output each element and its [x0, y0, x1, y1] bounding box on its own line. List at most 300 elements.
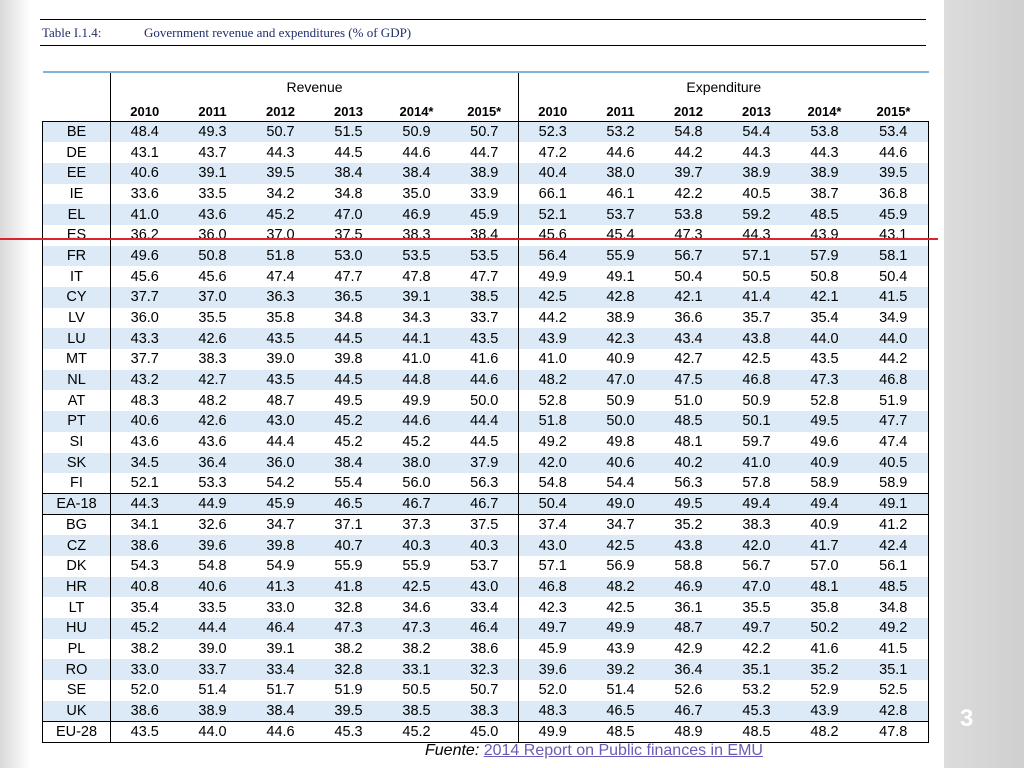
revenue-cell: 38.5 [451, 287, 519, 308]
revenue-cell: 40.3 [451, 535, 519, 556]
revenue-cell: 41.0 [111, 204, 179, 225]
expenditure-cell: 49.9 [519, 721, 587, 742]
expenditure-cell: 35.5 [723, 597, 791, 618]
revenue-cell: 50.5 [383, 680, 451, 701]
expenditure-cell: 43.9 [791, 225, 859, 246]
expenditure-cell: 37.4 [519, 515, 587, 536]
expenditure-cell: 44.2 [859, 349, 929, 370]
expenditure-cell: 40.5 [723, 184, 791, 205]
revenue-cell: 37.0 [179, 287, 247, 308]
expenditure-cell: 34.7 [587, 515, 655, 536]
table-row [43, 370, 929, 391]
revenue-cell: 39.5 [247, 163, 315, 184]
revenue-cell: 50.7 [247, 122, 315, 143]
expenditure-cell: 48.2 [519, 370, 587, 391]
caption-bottom-rule [40, 45, 926, 46]
expenditure-cell: 39.2 [587, 659, 655, 680]
expenditure-cell: 41.5 [859, 639, 929, 660]
country-cell: EU-28 [43, 721, 111, 742]
table-row [43, 597, 929, 618]
revenue-cell: 47.8 [383, 266, 451, 287]
revenue-cell: 43.5 [451, 328, 519, 349]
expenditure-cell: 57.9 [791, 246, 859, 267]
expenditure-cell: 48.2 [587, 577, 655, 598]
country-cell: SI [43, 432, 111, 453]
revenue-cell: 51.9 [315, 680, 383, 701]
revenue-cell: 50.7 [451, 680, 519, 701]
revenue-cell: 33.4 [451, 597, 519, 618]
country-cell: CZ [43, 535, 111, 556]
revenue-cell: 48.4 [111, 122, 179, 143]
expenditure-cell: 46.7 [655, 701, 723, 722]
fiscal-table [42, 71, 929, 743]
expenditure-cell: 42.7 [655, 349, 723, 370]
revenue-cell: 44.0 [179, 721, 247, 742]
slide-page-number: 3 [960, 705, 974, 732]
expenditure-cell: 39.5 [859, 163, 929, 184]
revenue-cell: 38.4 [451, 225, 519, 246]
revenue-cell: 34.7 [247, 515, 315, 536]
expenditure-cell: 38.3 [723, 515, 791, 536]
revenue-cell: 34.1 [111, 515, 179, 536]
expenditure-cell: 40.9 [587, 349, 655, 370]
revenue-cell: 38.6 [111, 701, 179, 722]
revenue-cell: 50.0 [451, 390, 519, 411]
revenue-year-header: 2010 [111, 101, 179, 122]
revenue-cell: 42.6 [179, 328, 247, 349]
revenue-cell: 44.4 [179, 618, 247, 639]
revenue-cell: 44.6 [247, 721, 315, 742]
table-row [43, 328, 929, 349]
revenue-cell: 45.2 [247, 204, 315, 225]
expenditure-cell: 35.2 [655, 515, 723, 536]
revenue-year-header: 2013 [315, 101, 383, 122]
revenue-cell: 48.2 [179, 390, 247, 411]
expenditure-cell: 58.8 [655, 556, 723, 577]
table-row [43, 142, 929, 163]
expenditure-cell: 54.8 [519, 473, 587, 494]
revenue-cell: 46.4 [247, 618, 315, 639]
expenditure-cell: 40.9 [791, 515, 859, 536]
revenue-year-header: 2015* [451, 101, 519, 122]
expenditure-cell: 46.8 [723, 370, 791, 391]
expenditure-cell: 43.8 [723, 328, 791, 349]
expenditure-year-header: 2013 [723, 101, 791, 122]
expenditure-cell: 56.1 [859, 556, 929, 577]
revenue-year-header: 2012 [247, 101, 315, 122]
revenue-cell: 39.0 [179, 639, 247, 660]
table-row [43, 411, 929, 432]
revenue-cell: 39.1 [383, 287, 451, 308]
expenditure-cell: 46.9 [655, 577, 723, 598]
expenditure-cell: 48.3 [519, 701, 587, 722]
expenditure-cell: 50.4 [859, 266, 929, 287]
revenue-cell: 43.7 [179, 142, 247, 163]
expenditure-cell: 57.0 [791, 556, 859, 577]
revenue-cell: 43.6 [179, 432, 247, 453]
revenue-cell: 33.6 [111, 184, 179, 205]
revenue-cell: 33.1 [383, 659, 451, 680]
revenue-cell: 33.5 [179, 597, 247, 618]
expenditure-cell: 49.4 [723, 494, 791, 515]
revenue-cell: 34.5 [111, 453, 179, 474]
revenue-cell: 38.4 [315, 163, 383, 184]
revenue-cell: 38.5 [383, 701, 451, 722]
country-cell: IE [43, 184, 111, 205]
table-row [43, 204, 929, 225]
expenditure-cell: 48.2 [791, 721, 859, 742]
revenue-cell: 33.5 [179, 184, 247, 205]
revenue-cell: 44.4 [247, 432, 315, 453]
expenditure-year-header: 2015* [859, 101, 929, 122]
table-number: Table I.1.4: [42, 25, 102, 40]
expenditure-cell: 49.2 [519, 432, 587, 453]
expenditure-cell: 58.9 [791, 473, 859, 494]
revenue-cell: 36.4 [179, 453, 247, 474]
expenditure-cell: 47.3 [791, 370, 859, 391]
expenditure-cell: 52.8 [791, 390, 859, 411]
country-cell: SE [43, 680, 111, 701]
expenditure-cell: 49.1 [859, 494, 929, 515]
revenue-cell: 38.3 [451, 701, 519, 722]
expenditure-cell: 44.3 [723, 142, 791, 163]
expenditure-cell: 36.1 [655, 597, 723, 618]
revenue-cell: 51.7 [247, 680, 315, 701]
table-row [43, 618, 929, 639]
revenue-year-header: 2014* [383, 101, 451, 122]
expenditure-cell: 34.9 [859, 308, 929, 329]
revenue-cell: 32.8 [315, 659, 383, 680]
expenditure-cell: 56.7 [655, 246, 723, 267]
table-row [43, 287, 929, 308]
table-row [43, 535, 929, 556]
expenditure-cell: 36.8 [859, 184, 929, 205]
expenditure-cell: 49.2 [859, 618, 929, 639]
expenditure-cell: 38.9 [587, 308, 655, 329]
expenditure-cell: 48.5 [723, 721, 791, 742]
revenue-cell: 38.2 [111, 639, 179, 660]
expenditure-cell: 40.6 [587, 453, 655, 474]
expenditure-cell: 50.5 [723, 266, 791, 287]
expenditure-cell: 49.1 [587, 266, 655, 287]
revenue-cell: 40.6 [111, 163, 179, 184]
revenue-cell: 53.0 [315, 246, 383, 267]
expenditure-cell: 40.4 [519, 163, 587, 184]
revenue-cell: 44.6 [451, 370, 519, 391]
expenditure-cell: 38.9 [723, 163, 791, 184]
expenditure-cell: 49.7 [519, 618, 587, 639]
expenditure-cell: 48.5 [791, 204, 859, 225]
expenditure-cell: 49.6 [791, 432, 859, 453]
revenue-cell: 47.4 [247, 266, 315, 287]
revenue-cell: 45.2 [383, 721, 451, 742]
revenue-cell: 36.3 [247, 287, 315, 308]
expenditure-cell: 59.7 [723, 432, 791, 453]
revenue-cell: 47.3 [315, 618, 383, 639]
revenue-cell: 42.6 [179, 411, 247, 432]
highlight-divider-line [0, 238, 938, 240]
revenue-cell: 38.4 [247, 701, 315, 722]
revenue-cell: 44.5 [451, 432, 519, 453]
revenue-cell: 36.0 [179, 225, 247, 246]
country-cell: DK [43, 556, 111, 577]
revenue-cell: 53.3 [179, 473, 247, 494]
table-row [43, 453, 929, 474]
expenditure-cell: 56.9 [587, 556, 655, 577]
expenditure-cell: 42.5 [519, 287, 587, 308]
table-row [43, 432, 929, 453]
revenue-cell: 48.7 [247, 390, 315, 411]
expenditure-cell: 53.2 [723, 680, 791, 701]
revenue-cell: 53.5 [451, 246, 519, 267]
revenue-cell: 50.8 [179, 246, 247, 267]
year-header-row [43, 101, 929, 122]
expenditure-cell: 45.9 [859, 204, 929, 225]
country-cell: FI [43, 473, 111, 494]
revenue-cell: 54.8 [179, 556, 247, 577]
expenditure-year-header: 2014* [791, 101, 859, 122]
expenditure-cell: 35.1 [859, 659, 929, 680]
expenditure-cell: 66.1 [519, 184, 587, 205]
revenue-cell: 47.7 [315, 266, 383, 287]
expenditure-cell: 43.0 [519, 535, 587, 556]
revenue-cell: 33.4 [247, 659, 315, 680]
expenditure-cell: 52.0 [519, 680, 587, 701]
revenue-cell: 41.6 [451, 349, 519, 370]
document-page [30, 0, 944, 768]
table-row [43, 639, 929, 660]
country-cell: HR [43, 577, 111, 598]
table-row [43, 122, 929, 143]
expenditure-cell: 47.2 [519, 142, 587, 163]
revenue-cell: 33.0 [111, 659, 179, 680]
expenditure-cell: 51.8 [519, 411, 587, 432]
expenditure-cell: 50.0 [587, 411, 655, 432]
expenditure-cell: 52.9 [791, 680, 859, 701]
expenditure-cell: 50.4 [655, 266, 723, 287]
revenue-cell: 49.9 [383, 390, 451, 411]
revenue-cell: 38.3 [383, 225, 451, 246]
expenditure-cell: 49.8 [587, 432, 655, 453]
revenue-cell: 43.6 [179, 204, 247, 225]
year-corner-cell [43, 101, 111, 122]
country-cell: AT [43, 390, 111, 411]
revenue-cell: 33.0 [247, 597, 315, 618]
revenue-cell: 43.1 [111, 142, 179, 163]
expenditure-cell: 46.1 [587, 184, 655, 205]
expenditure-cell: 48.1 [655, 432, 723, 453]
revenue-cell: 39.8 [247, 535, 315, 556]
revenue-cell: 37.7 [111, 287, 179, 308]
revenue-cell: 45.2 [383, 432, 451, 453]
expenditure-cell: 52.8 [519, 390, 587, 411]
revenue-cell: 34.6 [383, 597, 451, 618]
expenditure-cell: 49.9 [519, 266, 587, 287]
revenue-cell: 35.8 [247, 308, 315, 329]
revenue-cell: 51.4 [179, 680, 247, 701]
revenue-cell: 44.7 [451, 142, 519, 163]
table-row [43, 494, 929, 515]
country-cell: LU [43, 328, 111, 349]
revenue-cell: 47.3 [383, 618, 451, 639]
table-row [43, 701, 929, 722]
expenditure-cell: 47.8 [859, 721, 929, 742]
expenditure-cell: 35.7 [723, 308, 791, 329]
revenue-cell: 45.2 [315, 411, 383, 432]
expenditure-cell: 48.7 [655, 618, 723, 639]
expenditure-cell: 47.5 [655, 370, 723, 391]
revenue-cell: 52.1 [111, 473, 179, 494]
revenue-cell: 52.0 [111, 680, 179, 701]
revenue-cell: 43.5 [247, 370, 315, 391]
expenditure-cell: 34.8 [859, 597, 929, 618]
expenditure-cell: 41.5 [859, 287, 929, 308]
revenue-cell: 46.7 [383, 494, 451, 515]
table-row [43, 556, 929, 577]
expenditure-cell: 44.2 [655, 142, 723, 163]
revenue-cell: 42.7 [179, 370, 247, 391]
expenditure-cell: 58.9 [859, 473, 929, 494]
expenditure-cell: 53.8 [791, 122, 859, 143]
revenue-cell: 50.9 [383, 122, 451, 143]
revenue-cell: 45.3 [315, 721, 383, 742]
revenue-cell: 39.8 [315, 349, 383, 370]
expenditure-cell: 58.1 [859, 246, 929, 267]
revenue-cell: 35.4 [111, 597, 179, 618]
table-row [43, 308, 929, 329]
expenditure-cell: 57.1 [519, 556, 587, 577]
table-row [43, 266, 929, 287]
revenue-cell: 45.2 [111, 618, 179, 639]
expenditure-cell: 48.5 [655, 411, 723, 432]
expenditure-cell: 42.1 [791, 287, 859, 308]
revenue-cell: 34.3 [383, 308, 451, 329]
revenue-cell: 34.8 [315, 308, 383, 329]
expenditure-cell: 43.9 [587, 639, 655, 660]
table-row [43, 659, 929, 680]
revenue-cell: 43.0 [247, 411, 315, 432]
expenditure-cell: 52.3 [519, 122, 587, 143]
expenditure-cell: 48.5 [587, 721, 655, 742]
revenue-cell: 41.8 [315, 577, 383, 598]
revenue-cell: 42.5 [383, 577, 451, 598]
revenue-year-header: 2011 [179, 101, 247, 122]
expenditure-cell: 45.4 [587, 225, 655, 246]
revenue-cell: 50.7 [451, 122, 519, 143]
source-link[interactable]: 2014 Report on Public finances in EMU [483, 742, 763, 759]
expenditure-cell: 41.4 [723, 287, 791, 308]
revenue-cell: 39.1 [179, 163, 247, 184]
revenue-cell: 44.5 [315, 328, 383, 349]
revenue-cell: 37.0 [247, 225, 315, 246]
revenue-cell: 44.5 [315, 370, 383, 391]
expenditure-cell: 51.9 [859, 390, 929, 411]
revenue-cell: 33.7 [179, 659, 247, 680]
group-header-row [43, 72, 929, 101]
expenditure-cell: 43.8 [655, 535, 723, 556]
expenditure-cell: 48.1 [791, 577, 859, 598]
revenue-cell: 40.8 [111, 577, 179, 598]
revenue-cell: 32.3 [451, 659, 519, 680]
revenue-cell: 40.6 [179, 577, 247, 598]
expenditure-cell: 53.2 [587, 122, 655, 143]
country-cell: UK [43, 701, 111, 722]
revenue-cell: 53.7 [451, 556, 519, 577]
expenditure-cell: 54.8 [655, 122, 723, 143]
revenue-cell: 32.8 [315, 597, 383, 618]
revenue-cell: 54.2 [247, 473, 315, 494]
revenue-cell: 37.1 [315, 515, 383, 536]
revenue-cell: 46.9 [383, 204, 451, 225]
revenue-cell: 38.2 [315, 639, 383, 660]
revenue-cell: 35.5 [179, 308, 247, 329]
expenditure-cell: 42.4 [859, 535, 929, 556]
revenue-cell: 36.0 [111, 308, 179, 329]
expenditure-year-header: 2010 [519, 101, 587, 122]
expenditure-cell: 35.2 [791, 659, 859, 680]
revenue-cell: 54.9 [247, 556, 315, 577]
table-row [43, 680, 929, 701]
revenue-cell: 55.9 [383, 556, 451, 577]
revenue-cell: 44.5 [315, 142, 383, 163]
revenue-cell: 38.9 [451, 163, 519, 184]
revenue-cell: 56.3 [451, 473, 519, 494]
revenue-cell: 49.5 [315, 390, 383, 411]
revenue-cell: 38.2 [383, 639, 451, 660]
country-cell: PL [43, 639, 111, 660]
table-body [43, 122, 929, 743]
revenue-cell: 38.6 [111, 535, 179, 556]
revenue-cell: 51.5 [315, 122, 383, 143]
revenue-cell: 45.0 [451, 721, 519, 742]
table-row [43, 246, 929, 267]
expenditure-cell: 42.1 [655, 287, 723, 308]
country-cell: LV [43, 308, 111, 329]
revenue-cell: 45.6 [111, 266, 179, 287]
expenditure-cell: 41.6 [791, 639, 859, 660]
expenditure-cell: 57.1 [723, 246, 791, 267]
country-cell: LT [43, 597, 111, 618]
table-container [42, 71, 929, 743]
expenditure-cell: 42.3 [519, 597, 587, 618]
revenue-cell: 45.2 [315, 432, 383, 453]
revenue-cell: 46.7 [451, 494, 519, 515]
revenue-cell: 53.5 [383, 246, 451, 267]
table-title: Government revenue and expenditures (% of GDP) [144, 25, 412, 40]
expenditure-cell: 42.2 [723, 639, 791, 660]
source-note [425, 742, 763, 760]
revenue-cell: 43.5 [247, 328, 315, 349]
expenditure-cell: 56.7 [723, 556, 791, 577]
source-label: Fuente: [425, 742, 480, 759]
expenditure-cell: 52.6 [655, 680, 723, 701]
revenue-cell: 43.3 [111, 328, 179, 349]
revenue-header: Revenue [111, 72, 519, 101]
revenue-cell: 49.6 [111, 246, 179, 267]
revenue-cell: 44.8 [383, 370, 451, 391]
expenditure-header: Expenditure [519, 72, 929, 101]
expenditure-cell: 53.8 [655, 204, 723, 225]
table-row [43, 225, 929, 246]
revenue-cell: 32.6 [179, 515, 247, 536]
expenditure-cell: 45.9 [519, 639, 587, 660]
table-row [43, 163, 929, 184]
expenditure-cell: 50.8 [791, 266, 859, 287]
revenue-cell: 38.4 [315, 453, 383, 474]
revenue-cell: 35.0 [383, 184, 451, 205]
expenditure-cell: 41.2 [859, 515, 929, 536]
expenditure-cell: 38.9 [791, 163, 859, 184]
